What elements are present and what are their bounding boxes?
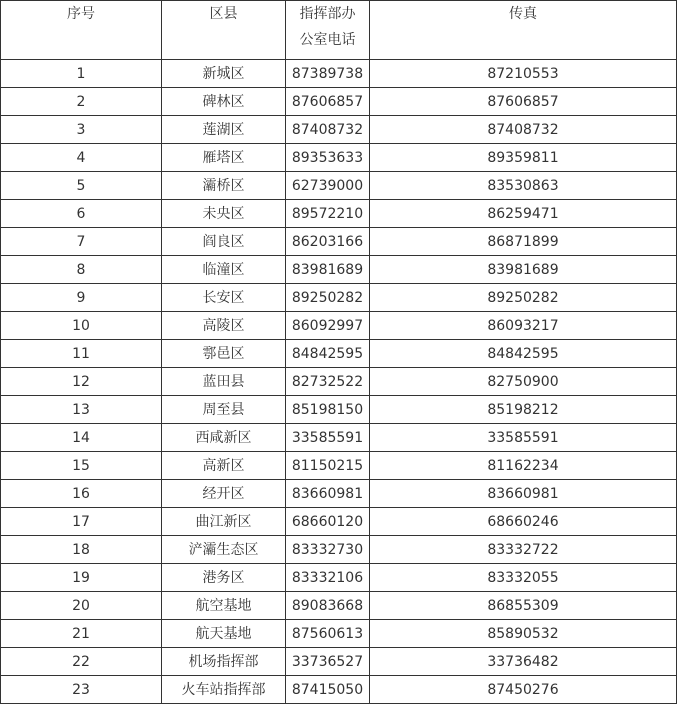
table-row — [1, 368, 677, 396]
cell-phone: 83332106 — [286, 564, 370, 592]
cell-phone: 87415050 — [286, 676, 370, 704]
cell-fax: 83332055 — [370, 564, 677, 592]
cell-seq: 14 — [1, 424, 162, 452]
cell-phone: 85198150 — [286, 396, 370, 424]
table-row — [1, 228, 677, 256]
header-phone-line1: 指挥部办 — [299, 6, 356, 22]
cell-phone: 87408732 — [286, 116, 370, 144]
table-row — [1, 536, 677, 564]
cell-seq: 18 — [1, 536, 162, 564]
cell-district: 新城区 — [162, 60, 286, 88]
cell-fax: 83660981 — [370, 480, 677, 508]
cell-district: 经开区 — [162, 480, 286, 508]
cell-seq: 6 — [1, 200, 162, 228]
cell-phone: 87606857 — [286, 88, 370, 116]
cell-district: 灞桥区 — [162, 172, 286, 200]
cell-fax: 33736482 — [370, 648, 677, 676]
cell-seq: 5 — [1, 172, 162, 200]
cell-fax: 84842595 — [370, 340, 677, 368]
cell-fax: 86855309 — [370, 592, 677, 620]
cell-fax: 83332722 — [370, 536, 677, 564]
cell-fax: 86871899 — [370, 228, 677, 256]
cell-district: 航空基地 — [162, 592, 286, 620]
cell-district: 莲湖区 — [162, 116, 286, 144]
cell-district: 曲江新区 — [162, 508, 286, 536]
table-row — [1, 200, 677, 228]
cell-phone: 86203166 — [286, 228, 370, 256]
cell-seq: 1 — [1, 60, 162, 88]
cell-phone: 68660120 — [286, 508, 370, 536]
table-row — [1, 88, 677, 116]
cell-district: 浐灞生态区 — [162, 536, 286, 564]
cell-district: 港务区 — [162, 564, 286, 592]
cell-fax: 86093217 — [370, 312, 677, 340]
cell-seq: 9 — [1, 284, 162, 312]
table-row — [1, 564, 677, 592]
cell-seq: 10 — [1, 312, 162, 340]
cell-district: 机场指挥部 — [162, 648, 286, 676]
cell-district: 长安区 — [162, 284, 286, 312]
cell-seq: 2 — [1, 88, 162, 116]
header-phone-line2: 公室电话 — [299, 32, 356, 48]
cell-district: 高陵区 — [162, 312, 286, 340]
cell-fax: 87450276 — [370, 676, 677, 704]
cell-district: 临潼区 — [162, 256, 286, 284]
cell-district: 阎良区 — [162, 228, 286, 256]
cell-seq: 4 — [1, 144, 162, 172]
cell-district: 火车站指挥部 — [162, 676, 286, 704]
cell-district: 高新区 — [162, 452, 286, 480]
cell-phone: 89250282 — [286, 284, 370, 312]
cell-seq: 13 — [1, 396, 162, 424]
cell-fax: 83530863 — [370, 172, 677, 200]
cell-fax: 85890532 — [370, 620, 677, 648]
table-row — [1, 508, 677, 536]
cell-fax: 87606857 — [370, 88, 677, 116]
table-row — [1, 424, 677, 452]
cell-district: 雁塔区 — [162, 144, 286, 172]
cell-seq: 3 — [1, 116, 162, 144]
cell-phone: 86092997 — [286, 312, 370, 340]
cell-fax: 89250282 — [370, 284, 677, 312]
cell-phone: 89083668 — [286, 592, 370, 620]
cell-phone: 89353633 — [286, 144, 370, 172]
cell-seq: 7 — [1, 228, 162, 256]
cell-fax: 89359811 — [370, 144, 677, 172]
cell-phone: 84842595 — [286, 340, 370, 368]
table-row — [1, 452, 677, 480]
table-row — [1, 340, 677, 368]
table-row — [1, 256, 677, 284]
cell-seq: 12 — [1, 368, 162, 396]
cell-seq: 22 — [1, 648, 162, 676]
table-row — [1, 284, 677, 312]
cell-fax: 68660246 — [370, 508, 677, 536]
table-row — [1, 144, 677, 172]
table-row — [1, 312, 677, 340]
cell-district: 蓝田县 — [162, 368, 286, 396]
cell-district: 西咸新区 — [162, 424, 286, 452]
table-row — [1, 60, 677, 88]
cell-phone: 87389738 — [286, 60, 370, 88]
cell-phone: 62739000 — [286, 172, 370, 200]
cell-seq: 17 — [1, 508, 162, 536]
cell-phone: 33736527 — [286, 648, 370, 676]
cell-district: 周至县 — [162, 396, 286, 424]
cell-seq: 16 — [1, 480, 162, 508]
cell-seq: 8 — [1, 256, 162, 284]
header-seq: 序号 — [1, 1, 162, 60]
table-row — [1, 480, 677, 508]
cell-fax: 82750900 — [370, 368, 677, 396]
cell-district: 未央区 — [162, 200, 286, 228]
table-row — [1, 172, 677, 200]
cell-phone: 83332730 — [286, 536, 370, 564]
cell-fax: 87210553 — [370, 60, 677, 88]
cell-phone: 83660981 — [286, 480, 370, 508]
cell-seq: 20 — [1, 592, 162, 620]
cell-phone: 83981689 — [286, 256, 370, 284]
table-body — [1, 60, 677, 704]
table-row — [1, 676, 677, 704]
cell-seq: 21 — [1, 620, 162, 648]
cell-phone: 89572210 — [286, 200, 370, 228]
table-row — [1, 592, 677, 620]
cell-phone: 33585591 — [286, 424, 370, 452]
header-phone — [286, 1, 370, 60]
cell-seq: 19 — [1, 564, 162, 592]
cell-seq: 15 — [1, 452, 162, 480]
cell-fax: 85198212 — [370, 396, 677, 424]
cell-district: 碑林区 — [162, 88, 286, 116]
table-row — [1, 396, 677, 424]
cell-seq: 23 — [1, 676, 162, 704]
header-district: 区县 — [162, 1, 286, 60]
cell-phone: 81150215 — [286, 452, 370, 480]
cell-phone: 82732522 — [286, 368, 370, 396]
cell-fax: 81162234 — [370, 452, 677, 480]
cell-district: 鄠邑区 — [162, 340, 286, 368]
table-row — [1, 648, 677, 676]
cell-fax: 83981689 — [370, 256, 677, 284]
cell-fax: 86259471 — [370, 200, 677, 228]
table-row — [1, 116, 677, 144]
cell-district: 航天基地 — [162, 620, 286, 648]
cell-fax: 33585591 — [370, 424, 677, 452]
cell-fax: 87408732 — [370, 116, 677, 144]
cell-phone: 87560613 — [286, 620, 370, 648]
header-fax: 传真 — [370, 1, 677, 60]
table-row — [1, 620, 677, 648]
cell-seq: 11 — [1, 340, 162, 368]
header-row — [1, 1, 677, 60]
